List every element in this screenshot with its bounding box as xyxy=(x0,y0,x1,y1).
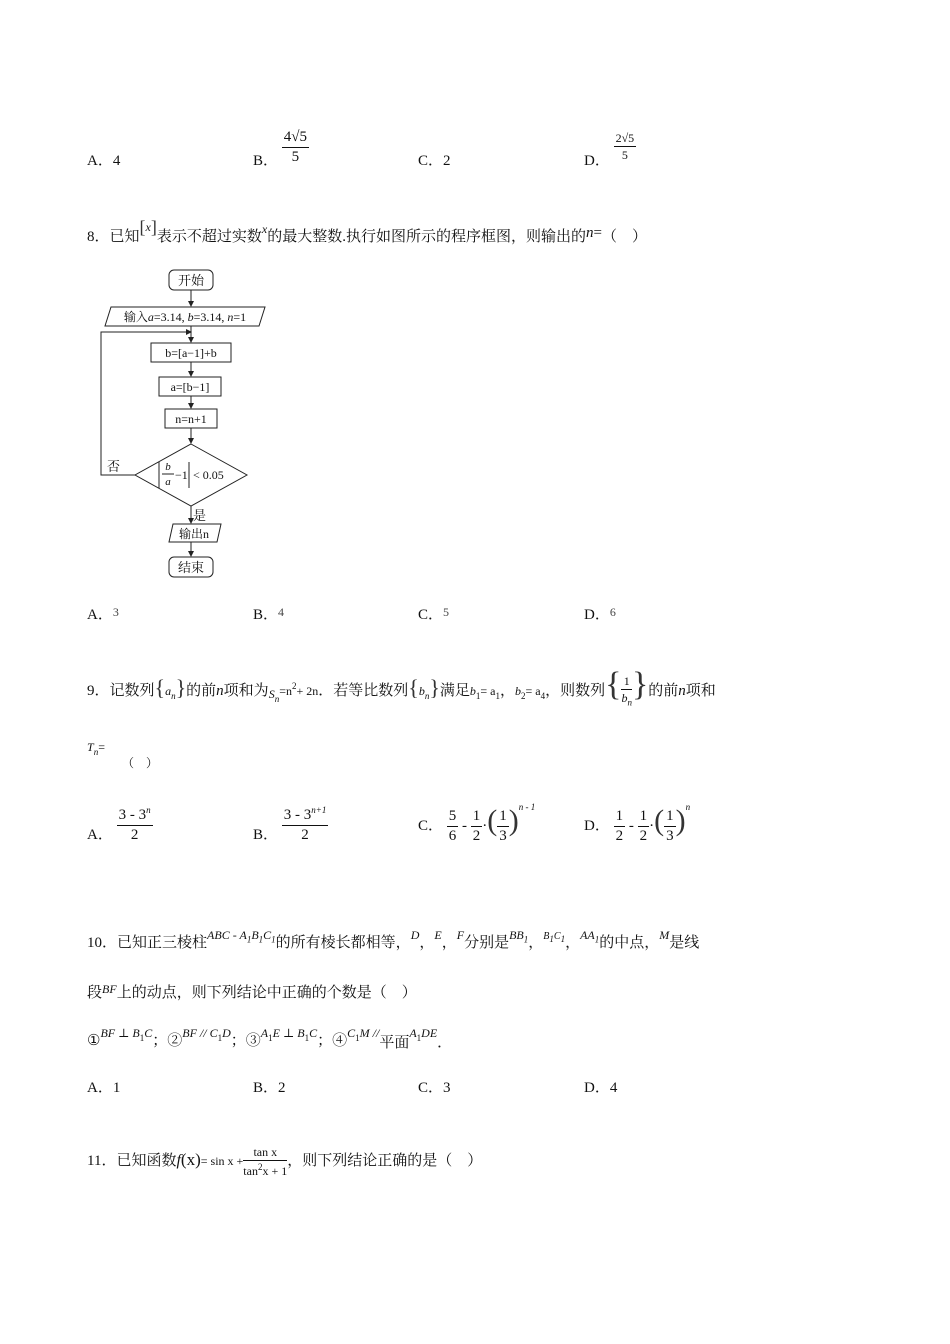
flow-cond-a: a xyxy=(165,476,171,488)
q8-option-d: D．$^6$ xyxy=(584,605,616,623)
q9-option-a: A． $\frac{3 - 3^n}{2}$ xyxy=(87,805,151,843)
q9-stem: 9．记数列$\{a_n\}$的前n项和为$_{Sn}=n^2+ 2n$．若等比数列$\{b_n\}$满足$b_1= a_1$，$b_2= a_4$，则数列{ $\frac{1}{b_n}$ }的前n项和 xyxy=(87,666,716,708)
q10-stem-line2: 段$^{BF}$上的动点，则下列结论中正确的个数是（ ） xyxy=(87,982,417,1001)
q10-option-d: D．4 xyxy=(584,1080,618,1096)
flow-condition-diamond xyxy=(135,444,247,506)
flow-input-text: 输入a=3.14, b=3.14, n=1 xyxy=(123,310,247,324)
q8-option-a: A．$^3$ xyxy=(87,605,119,623)
flow-step2-text: a=[b−1] xyxy=(170,380,210,394)
flow-cond-b: b xyxy=(165,461,171,473)
q8-stem: 8．已知[$^x$]表示不超过实数$^x$的最大整数.执行如图所示的程序框图，则输出的n=（ ） xyxy=(87,217,647,245)
flow-step1-text: b=[a−1]+b xyxy=(165,346,217,360)
q10-option-b: B．2 xyxy=(253,1080,286,1096)
q7-option-d: D． $\frac{2√5}{5}$ xyxy=(584,131,635,169)
flow-output-text: 输出n xyxy=(178,527,210,541)
q9-paren: （ ） xyxy=(122,756,159,770)
q9-option-c: C． $\frac{5}{6}$ - $\frac{1}{2}$ ·( $\frac{1}{3}$ )$^{n - 1}$ xyxy=(418,802,536,844)
q7-option-a: A．4 xyxy=(87,153,121,169)
flow-end-text: 结束 xyxy=(177,560,205,575)
flow-start-text: 开始 xyxy=(177,273,205,288)
q9-tn: $T_n=$ xyxy=(87,740,105,757)
q9-option-b: B． $\frac{3 - 3^{n+1}}{2}$ xyxy=(253,805,327,843)
q11-stem: 11．已知函数f(x)= sin x + $\frac{\text{tan x}}{\tan^2x + 1}$ ，则下列结论正确的是（ ） xyxy=(87,1145,483,1178)
flow-no-label: 否 xyxy=(107,459,121,474)
q7-option-b: B． $\frac{4√5}{5}$ xyxy=(253,129,307,169)
q8-option-b: B．$^4$ xyxy=(253,605,285,623)
flow-cond-minus: −1 xyxy=(175,468,188,482)
flow-step3-text: n=n+1 xyxy=(175,412,207,426)
flow-yes-label: 是 xyxy=(193,508,207,523)
q10-option-c: C．3 xyxy=(418,1080,451,1096)
q10-option-a: A．1 xyxy=(87,1080,121,1096)
flow-cond-compare: < 0.05 xyxy=(193,468,224,482)
q8-option-c: C．$^5$ xyxy=(418,605,450,623)
q7-option-c: C．2 xyxy=(418,153,451,169)
flowchart xyxy=(95,266,285,582)
q10-stem-line1: 10．已知正三棱柱$^{ABC - A_1B_1C_1}$的所有棱长都相等，$^D$，$^E$，$^F$分别是$^{BB_1}$，$^{B_1C_1}$，$^{AA_1}$的中点，$^M$是线 xyxy=(87,928,700,951)
q9-option-d: D． $\frac{1}{2}$ - $\frac{1}{2}$ ·( $\frac{1}{3}$ )$^n$ xyxy=(584,802,691,844)
q10-statements: ①BF ⊥ $B_1C$；②BF // $C_1D$；$③A_1E$ ⊥ $B_1C$；$④C_1M$ //平面$A_1DE$． xyxy=(87,1026,453,1051)
